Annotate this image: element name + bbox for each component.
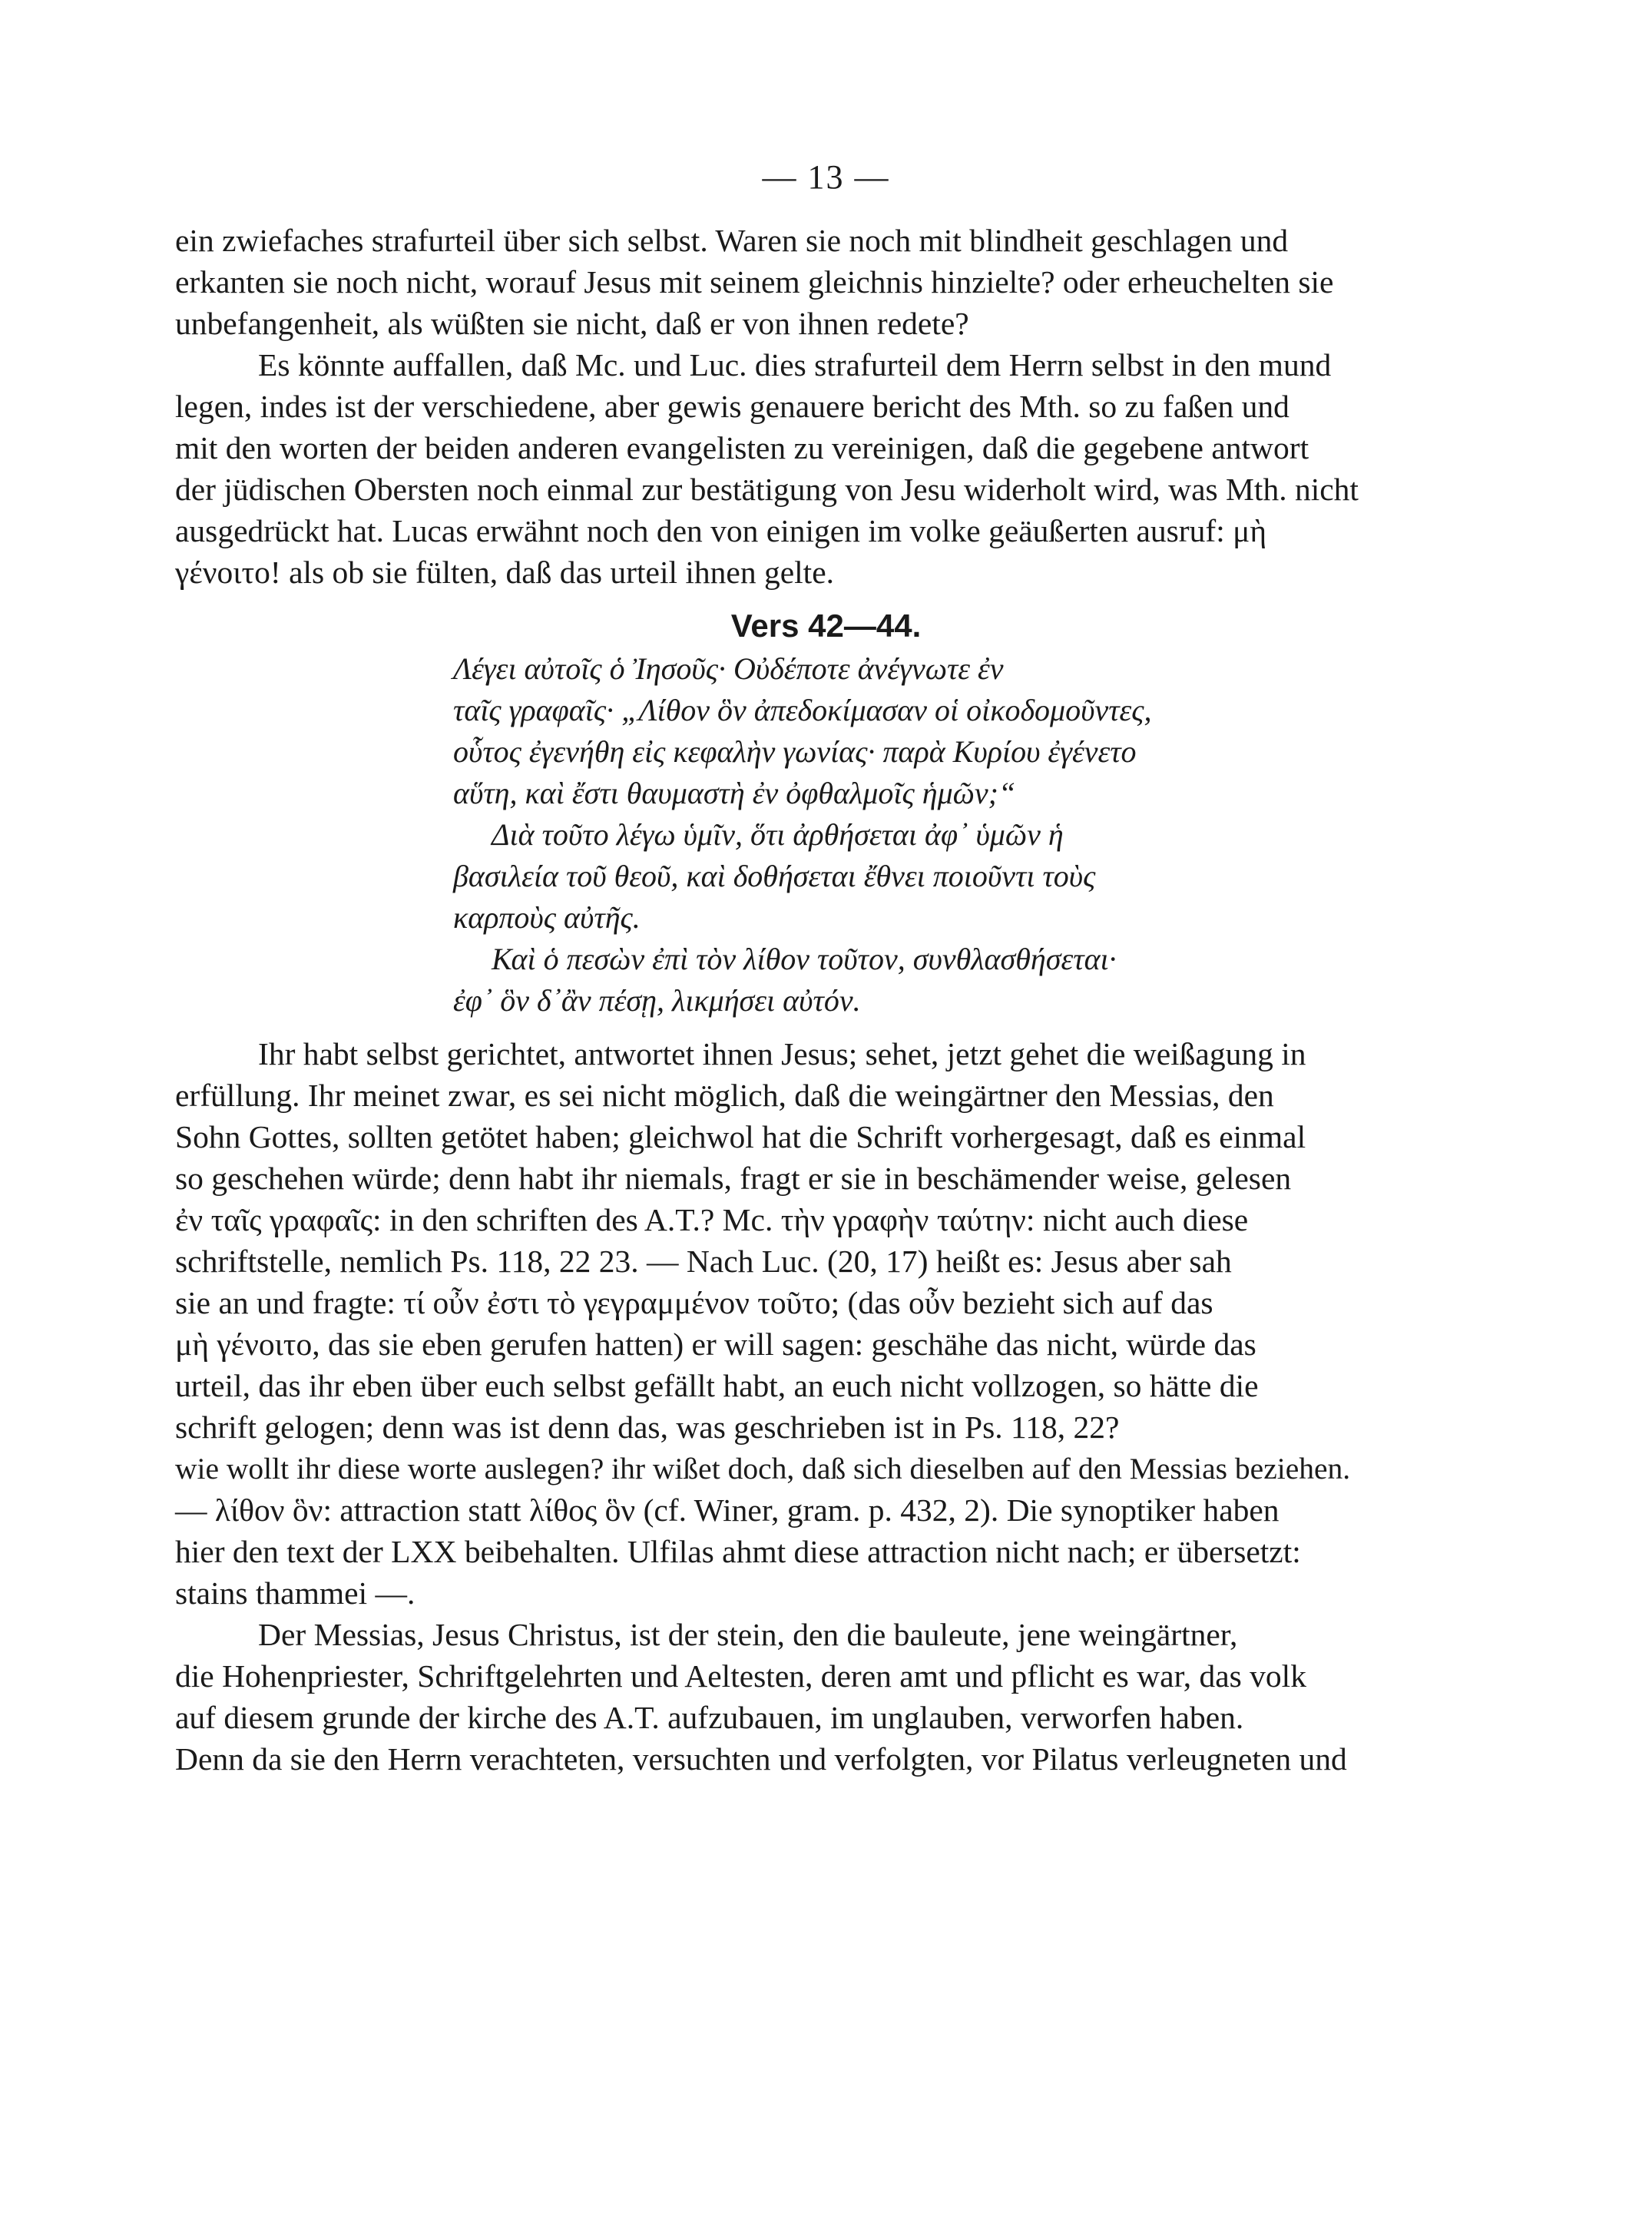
text-line: ausgedrückt hat. Lucas erwähnt noch den von einigen im volke geäußerten ausruf: μὴ — [175, 513, 1267, 548]
text-line: Der Messias, Jesus Christus, ist der stein, den die bauleute, jene weingärtner, — [258, 1617, 1238, 1652]
quote-line: Καὶ ὁ πεσὼν ἐπὶ τὸν λίθον τοῦτον, συνθλασθήσεται· — [492, 942, 1117, 976]
text-line: die Hohenpriester, Schriftgelehrten und Aeltesten, deren amt und pflicht es war, das volk — [175, 1658, 1306, 1694]
text-line: so geschehen würde; denn habt ihr niemals, fragt er sie in beschämender weise, gelesen — [175, 1161, 1292, 1196]
text-line: Es könnte auffallen, daß Mc. und Luc. dies strafurteil dem Herrn selbst in den mund — [258, 347, 1332, 383]
text-line: schrift gelogen; denn was ist denn das, was geschrieben ist in Ps. 118, 22? — [175, 1409, 1120, 1445]
quote-line: ἐφ᾽ ὃν δ᾽ἂν πέσῃ, λικμήσει αὐτόν. — [453, 983, 861, 1018]
text-line: erkanten sie noch nicht, worauf Jesus mit seinem gleichnis hinzielte? oder erheuchelten sie — [175, 264, 1334, 300]
commentary-block-top — [175, 220, 1453, 593]
text-line: Ihr habt selbst gerichtet, antwortet ihnen Jesus; sehet, jetzt gehet die weißagung in — [258, 1036, 1306, 1071]
greek-quotation — [453, 648, 1229, 1022]
quote-line: βασιλεία τοῦ θεοῦ, καὶ δοθήσεται ἔθνει ποιοῦντι τοὺς — [453, 859, 1096, 893]
text-line: mit den worten der beiden anderen evangelisten zu vereinigen, daß die gegebene antwort — [175, 430, 1309, 465]
text-line: der jüdischen Obersten noch einmal zur bestätigung von Jesu widerholt wird, was Mth. nicht — [175, 472, 1359, 507]
text-line: Sohn Gottes, sollten getötet haben; gleichwol hat die Schrift vorhergesagt, daß es einmal — [175, 1119, 1306, 1154]
quote-line: καρποὺς αὐτῆς. — [453, 900, 641, 935]
quote-line: αὕτη, καὶ ἔστι θαυμαστὴ ἐν ὀφθαλμοῖς ἡμῶν;“ — [453, 776, 1016, 810]
quote-line: ταῖς γραφαῖς· „Λίθον ὃν ἀπεδοκίμασαν οἱ οἰκοδομοῦντες, — [453, 693, 1152, 727]
text-line: μὴ γένοιτο, das sie eben gerufen hatten) er will sagen: geschähe das nicht, würde das — [175, 1326, 1256, 1362]
text-line: wie wollt ihr diese worte auslegen? ihr wißet doch, daß sich dieselben auf den Messias beziehen. — [175, 1452, 1351, 1485]
text-line: unbefangenheit, als wüßten sie nicht, daß er von ihnen redete? — [175, 306, 969, 341]
page-number: — 13 — — [762, 158, 890, 196]
text-line: erfüllung. Ihr meinet zwar, es sei nicht möglich, daß die weingärtner den Messias, den — [175, 1078, 1274, 1113]
text-line: sie an und fragte: τί οὖν ἐστι τὸ γεγραμμένον τοῦτο; (das οὖν bezieht sich auf das — [175, 1285, 1213, 1320]
text-line: Denn da sie den Herrn verachteten, versuchten und verfolgten, vor Pilatus verleugneten und — [175, 1741, 1347, 1777]
quote-line: Λέγει αὐτοῖς ὁ Ἰησοῦς· Οὐδέποτε ἀνέγνωτε ἐν — [453, 651, 1004, 686]
quote-line: οὗτος ἐγενήθη εἰς κεφαλὴν γωνίας· παρὰ Κυρίου ἐγένετο — [453, 734, 1137, 769]
text-line: stains thammei —. — [175, 1575, 415, 1611]
text-line: urteil, das ihr eben über euch selbst gefällt habt, an euch nicht vollzogen, so hätte die — [175, 1368, 1259, 1403]
text-line: γένοιτο! als ob sie fülten, daß das urteil ihnen gelte. — [175, 555, 834, 590]
text-line: legen, indes ist der verschiedene, aber gewis genauere bericht des Mth. so zu faßen und — [175, 389, 1289, 424]
text-line: hier den text der LXX beibehalten. Ulfilas ahmt diese attraction nicht nach; er übersetzt: — [175, 1534, 1301, 1569]
text-line: — λίθον ὃν: attraction statt λίθος ὃν (cf. Winer, gram. p. 432, 2). Die synoptiker haben — [175, 1492, 1280, 1528]
text-line: ein zwiefaches strafurteil über sich selbst. Waren sie noch mit blindheit geschlagen und — [175, 223, 1289, 258]
verse-heading: Vers 42—44. — [730, 608, 922, 644]
text-line: schriftstelle, nemlich Ps. 118, 22 23. — Nach Luc. (20, 17) heißt es: Jesus aber sah — [175, 1244, 1232, 1279]
quote-line: Διὰ τοῦτο λέγω ὑμῖν, ὅτι ἀρθήσεται ἀφ᾽ ὑμῶν ἡ — [492, 817, 1064, 852]
commentary-block-bottom — [175, 1033, 1453, 1780]
text-line: auf diesem grunde der kirche des A.T. aufzubauen, im unglauben, verworfen haben. — [175, 1700, 1244, 1735]
text-line: ἐν ταῖς γραφαῖς: in den schriften des A.T.? Mc. τὴν γραφὴν ταύτην: nicht auch diese — [175, 1202, 1249, 1237]
